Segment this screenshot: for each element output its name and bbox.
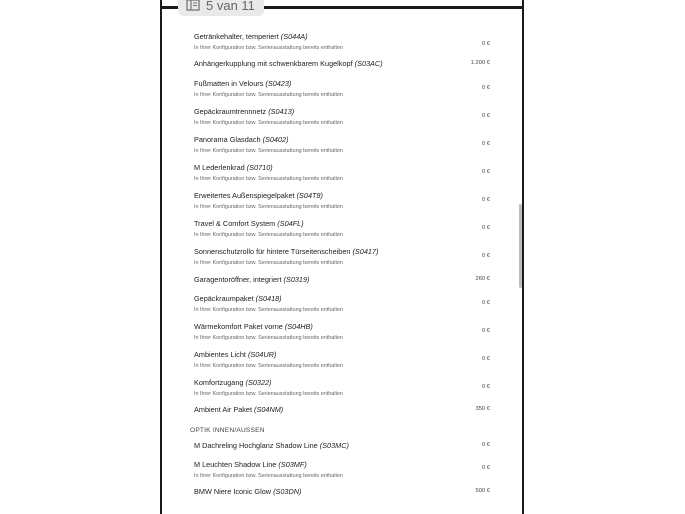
- item-name: Ambient Air Paket: [194, 405, 252, 414]
- item-price: 0 €: [481, 169, 490, 175]
- list-item: [194, 405, 490, 415]
- list-item: [194, 135, 490, 155]
- item-price: 350 €: [475, 406, 490, 412]
- list-item: [194, 350, 490, 370]
- item-code: (S03MF): [278, 460, 307, 469]
- item-price: 0 €: [481, 356, 490, 362]
- list-item: [194, 163, 490, 183]
- item-note: In Ihrer Konfiguration bzw. Serienausstattung bereits enthalten: [194, 232, 343, 238]
- item-code: (S0322): [245, 378, 272, 387]
- list-item: [194, 107, 490, 127]
- item-code: (S0413): [268, 107, 295, 116]
- pages-icon: [186, 0, 200, 11]
- item-code: (S0423): [265, 79, 292, 88]
- item-name: M Leuchten Shadow Line: [194, 460, 277, 469]
- item-code: (S0418): [255, 294, 282, 303]
- item-name: Komfortzugang: [194, 378, 244, 387]
- item-code: (S04UR): [247, 350, 277, 359]
- item-name: Ambientes Licht: [194, 350, 246, 359]
- item-note: In Ihrer Konfiguration bzw. Serienausstattung bereits enthalten: [194, 335, 343, 341]
- list-item: [194, 191, 490, 211]
- list-item: [194, 247, 490, 267]
- item-code: (S03DN): [273, 487, 302, 496]
- item-name: Fußmatten in Velours: [194, 79, 264, 88]
- item-note: In Ihrer Konfiguration bzw. Serienausstattung bereits enthalten: [194, 363, 343, 369]
- item-note: In Ihrer Konfiguration bzw. Serienausstattung bereits enthalten: [194, 307, 343, 313]
- item-code: (S04HB): [284, 322, 313, 331]
- page-indicator[interactable]: [178, 0, 264, 16]
- item-name: M Dachreling Hochglanz Shadow Line: [194, 441, 318, 450]
- item-name: Getränkehalter, temperiert: [194, 32, 279, 41]
- item-code: (S0402): [262, 135, 289, 144]
- item-price: 0 €: [481, 141, 490, 147]
- frame-right-border: [522, 0, 524, 514]
- list-item: [194, 378, 490, 398]
- item-price: 260 €: [475, 276, 490, 282]
- list-item: [194, 79, 490, 99]
- item-note: In Ihrer Konfiguration bzw. Serienausstattung bereits enthalten: [194, 260, 343, 266]
- item-price: 0 €: [481, 328, 490, 334]
- list-item: [194, 322, 490, 342]
- item-code: (S04FL): [277, 219, 304, 228]
- item-price: 0 €: [481, 113, 490, 119]
- item-note: In Ihrer Konfiguration bzw. Serienausstattung bereits enthalten: [194, 92, 343, 98]
- item-code: (S04NM): [254, 405, 284, 414]
- item-note: In Ihrer Konfiguration bzw. Serienausstattung bereits enthalten: [194, 148, 343, 154]
- list-item: [194, 32, 490, 52]
- item-name: Erweitertes Außenspiegelpaket: [194, 191, 295, 200]
- item-name: BMW Niere Iconic Glow: [194, 487, 272, 496]
- item-note: In Ihrer Konfiguration bzw. Serienausstattung bereits enthalten: [194, 391, 343, 397]
- frame-left-border: [160, 0, 162, 514]
- item-name: Anhängerkupplung mit schwenkbarem Kugelkopf: [194, 59, 353, 68]
- item-price: 0 €: [481, 253, 490, 259]
- list-item: [194, 294, 490, 314]
- item-name: Gepäckraumpaket: [194, 294, 254, 303]
- item-price: 0 €: [481, 465, 490, 471]
- item-price: 0 €: [481, 384, 490, 390]
- item-price: 0 €: [481, 85, 490, 91]
- item-name: Sonnenschutzrollo für hintere Türseitenscheiben: [194, 247, 351, 256]
- item-name: Garagentoröffner, integriert: [194, 275, 282, 284]
- item-code: (S0319): [283, 275, 310, 284]
- list-item: [194, 487, 490, 497]
- item-price: 0 €: [481, 442, 490, 448]
- item-name: Panorama Glasdach: [194, 135, 261, 144]
- item-note: In Ihrer Konfiguration bzw. Serienausstattung bereits enthalten: [194, 45, 343, 51]
- item-note: In Ihrer Konfiguration bzw. Serienausstattung bereits enthalten: [194, 204, 343, 210]
- item-note: In Ihrer Konfiguration bzw. Serienausstattung bereits enthalten: [194, 176, 343, 182]
- item-price: 1.200 €: [470, 60, 490, 66]
- scrollbar-thumb[interactable]: [519, 204, 522, 288]
- item-price: 0 €: [481, 225, 490, 231]
- item-name: Travel & Comfort System: [194, 219, 276, 228]
- item-name: Gepäckraumtrennnetz: [194, 107, 267, 116]
- item-price: 0 €: [481, 300, 490, 306]
- page-indicator-label: 5 van 11: [206, 0, 255, 13]
- item-price: 0 €: [481, 197, 490, 203]
- list-item: [194, 460, 490, 480]
- item-code: (S03AC): [354, 59, 383, 68]
- list-item: [194, 275, 490, 285]
- item-note: In Ihrer Konfiguration bzw. Serienausstattung bereits enthalten: [194, 120, 343, 126]
- item-code: (S0417): [352, 247, 379, 256]
- list-item: [194, 219, 490, 239]
- item-code: (S0710): [246, 163, 273, 172]
- list-item: [194, 441, 490, 451]
- list-item: [194, 59, 490, 69]
- section-header-optik: OPTIK INNEN/AUSSEN: [190, 427, 265, 434]
- item-code: (S03MC): [319, 441, 349, 450]
- item-code: (S044A): [280, 32, 308, 41]
- item-name: Wärmekomfort Paket vorne: [194, 322, 283, 331]
- item-note: In Ihrer Konfiguration bzw. Serienausstattung bereits enthalten: [194, 473, 343, 479]
- item-code: (S04T8): [296, 191, 323, 200]
- item-price: 0 €: [481, 41, 490, 47]
- item-price: 500 €: [475, 488, 490, 494]
- item-name: M Lederlenkrad: [194, 163, 245, 172]
